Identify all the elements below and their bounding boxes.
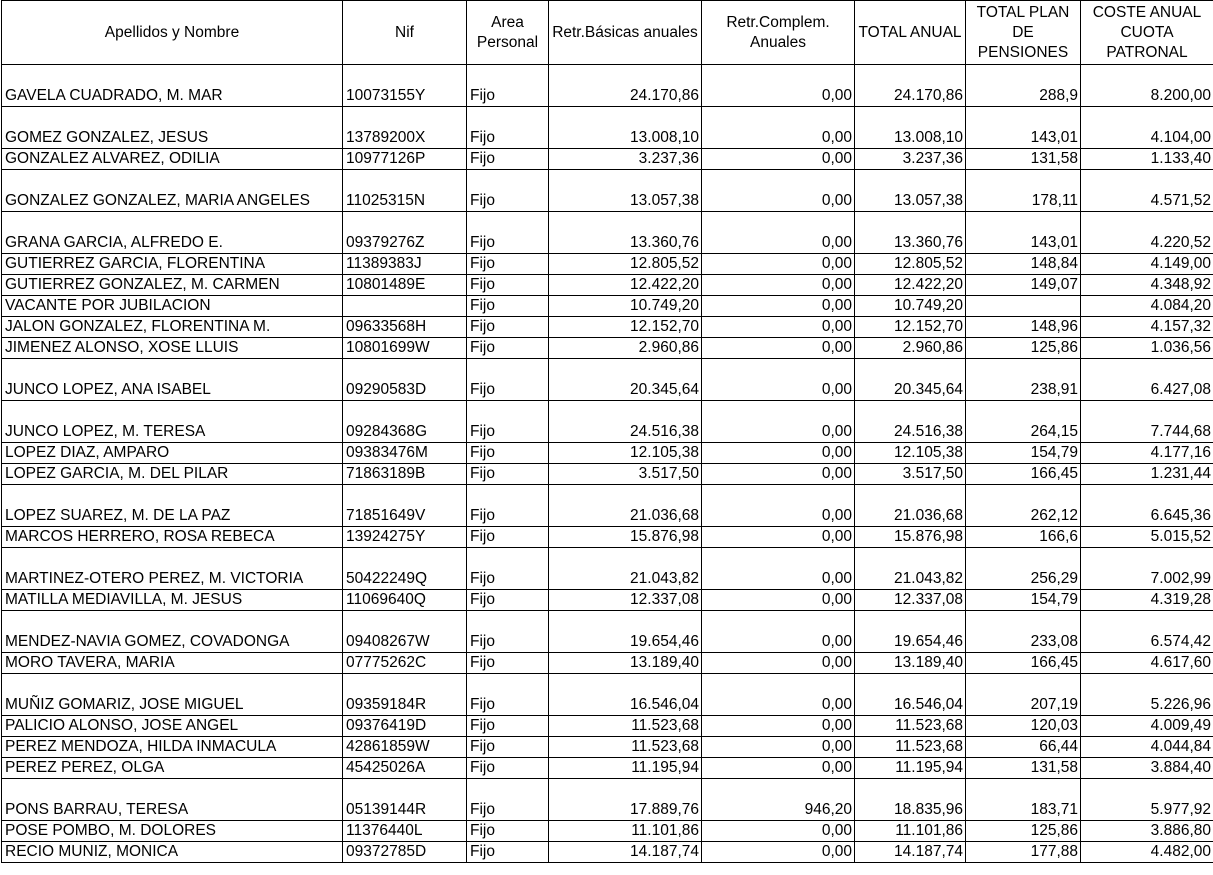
table-row: [2, 758, 1213, 779]
cell-name: LOPEZ GARCIA, M. DEL PILAR: [2, 464, 343, 485]
cell-basicas: 13.057,38: [549, 170, 702, 212]
table-row: [2, 716, 1213, 737]
cell-basicas: 13.360,76: [549, 212, 702, 254]
cell-complem: 0,00: [702, 842, 855, 863]
cell-basicas: 11.523,68: [549, 716, 702, 737]
cell-area: Fijo: [467, 737, 549, 758]
cell-nif: 10073155Y: [343, 65, 467, 107]
cell-name: PONS BARRAU, TERESA: [2, 779, 343, 821]
cell-coste: 4.617,60: [1081, 653, 1213, 674]
cell-pensiones: 143,01: [966, 212, 1081, 254]
table-row: [2, 737, 1213, 758]
cell-basicas: 24.516,38: [549, 401, 702, 443]
cell-total: 16.546,04: [855, 674, 966, 716]
cell-basicas: 12.152,70: [549, 317, 702, 338]
cell-nif: 45425026A: [343, 758, 467, 779]
cell-complem: 0,00: [702, 296, 855, 317]
cell-total: 11.523,68: [855, 737, 966, 758]
cell-name: POSE POMBO, M. DOLORES: [2, 821, 343, 842]
cell-nif: 13924275Y: [343, 527, 467, 548]
cell-nif: 11025315N: [343, 170, 467, 212]
table-row: [2, 212, 1213, 254]
cell-area: Fijo: [467, 590, 549, 611]
cell-basicas: 13.008,10: [549, 107, 702, 149]
cell-name: GUTIERREZ GONZALEZ, M. CARMEN: [2, 275, 343, 296]
cell-nif: 11389383J: [343, 254, 467, 275]
cell-complem: 0,00: [702, 527, 855, 548]
cell-name: GONZALEZ GONZALEZ, MARIA ANGELES: [2, 170, 343, 212]
table-row: [2, 485, 1213, 527]
cell-nif: 10801489E: [343, 275, 467, 296]
cell-complem: 0,00: [702, 548, 855, 590]
cell-pensiones: 264,15: [966, 401, 1081, 443]
cell-complem: 0,00: [702, 821, 855, 842]
cell-pensiones: 262,12: [966, 485, 1081, 527]
cell-coste: 4.104,00: [1081, 107, 1213, 149]
cell-coste: 1.036,56: [1081, 338, 1213, 359]
cell-total: 11.195,94: [855, 758, 966, 779]
cell-name: MORO TAVERA, MARIA: [2, 653, 343, 674]
cell-pensiones: 166,6: [966, 527, 1081, 548]
cell-nif: 09359184R: [343, 674, 467, 716]
cell-pensiones: 207,19: [966, 674, 1081, 716]
cell-complem: 0,00: [702, 653, 855, 674]
cell-basicas: 21.043,82: [549, 548, 702, 590]
cell-basicas: 12.337,08: [549, 590, 702, 611]
table-row: [2, 842, 1213, 863]
cell-basicas: 12.105,38: [549, 443, 702, 464]
cell-complem: 0,00: [702, 401, 855, 443]
cell-complem: 0,00: [702, 674, 855, 716]
cell-name: RECIO MUNIZ, MONICA: [2, 842, 343, 863]
cell-complem: 0,00: [702, 716, 855, 737]
cell-total: 21.036,68: [855, 485, 966, 527]
cell-total: 24.516,38: [855, 401, 966, 443]
cell-coste: 5.015,52: [1081, 527, 1213, 548]
cell-name: MATILLA MEDIAVILLA, M. JESUS: [2, 590, 343, 611]
personnel-cost-table: [1, 0, 1213, 863]
cell-area: Fijo: [467, 296, 549, 317]
cell-coste: 1.231,44: [1081, 464, 1213, 485]
cell-nif: [343, 296, 467, 317]
cell-name: JALON GONZALEZ, FLORENTINA M.: [2, 317, 343, 338]
cell-coste: 4.319,28: [1081, 590, 1213, 611]
table-row: [2, 821, 1213, 842]
cell-coste: 6.645,36: [1081, 485, 1213, 527]
table-row: [2, 527, 1213, 548]
cell-nif: 09408267W: [343, 611, 467, 653]
table-row: [2, 443, 1213, 464]
cell-total: 14.187,74: [855, 842, 966, 863]
cell-complem: 0,00: [702, 464, 855, 485]
cell-name: JUNCO LOPEZ, ANA ISABEL: [2, 359, 343, 401]
cell-basicas: 11.101,86: [549, 821, 702, 842]
cell-nif: 09383476M: [343, 443, 467, 464]
cell-nif: 10977126P: [343, 149, 467, 170]
cell-complem: 0,00: [702, 107, 855, 149]
cell-total: 12.805,52: [855, 254, 966, 275]
cell-nif: 42861859W: [343, 737, 467, 758]
cell-basicas: 16.546,04: [549, 674, 702, 716]
cell-area: Fijo: [467, 149, 549, 170]
cell-name: LOPEZ SUAREZ, M. DE LA PAZ: [2, 485, 343, 527]
cell-pensiones: 125,86: [966, 338, 1081, 359]
cell-complem: 0,00: [702, 275, 855, 296]
cell-pensiones: 143,01: [966, 107, 1081, 149]
cell-area: Fijo: [467, 464, 549, 485]
cell-area: Fijo: [467, 674, 549, 716]
cell-pensiones: 154,79: [966, 443, 1081, 464]
cell-basicas: 21.036,68: [549, 485, 702, 527]
table-row: [2, 65, 1213, 107]
table-row: [2, 464, 1213, 485]
cell-name: JIMENEZ ALONSO, XOSE LLUIS: [2, 338, 343, 359]
cell-area: Fijo: [467, 275, 549, 296]
cell-basicas: 12.422,20: [549, 275, 702, 296]
cell-pensiones: 178,11: [966, 170, 1081, 212]
cell-nif: 09290583D: [343, 359, 467, 401]
table-row: [2, 317, 1213, 338]
cell-coste: 1.133,40: [1081, 149, 1213, 170]
table-row: [2, 401, 1213, 443]
cell-pensiones: 66,44: [966, 737, 1081, 758]
cell-basicas: 19.654,46: [549, 611, 702, 653]
cell-basicas: 2.960,86: [549, 338, 702, 359]
table-row: [2, 590, 1213, 611]
cell-nif: 09379276Z: [343, 212, 467, 254]
cell-total: 13.360,76: [855, 212, 966, 254]
cell-coste: 6.574,42: [1081, 611, 1213, 653]
cell-nif: 71863189B: [343, 464, 467, 485]
cell-nif: 09376419D: [343, 716, 467, 737]
cell-complem: 0,00: [702, 443, 855, 464]
cell-area: Fijo: [467, 716, 549, 737]
cell-area: Fijo: [467, 611, 549, 653]
table-header-row: [2, 1, 1213, 65]
cell-basicas: 15.876,98: [549, 527, 702, 548]
cell-pensiones: 120,03: [966, 716, 1081, 737]
cell-basicas: 10.749,20: [549, 296, 702, 317]
cell-area: Fijo: [467, 653, 549, 674]
cell-pensiones: 233,08: [966, 611, 1081, 653]
cell-total: 12.337,08: [855, 590, 966, 611]
cell-name: GRANA GARCIA, ALFREDO E.: [2, 212, 343, 254]
table-row: [2, 674, 1213, 716]
cell-coste: 4.157,32: [1081, 317, 1213, 338]
cell-name: GUTIERREZ GARCIA, FLORENTINA: [2, 254, 343, 275]
table-row: [2, 338, 1213, 359]
header-pensiones: TOTAL PLAN DE PENSIONES: [966, 1, 1081, 65]
cell-name: MARTINEZ-OTERO PEREZ, M. VICTORIA: [2, 548, 343, 590]
header-nif: Nif: [343, 1, 467, 65]
cell-pensiones: 288,9: [966, 65, 1081, 107]
cell-area: Fijo: [467, 338, 549, 359]
cell-complem: 0,00: [702, 737, 855, 758]
cell-basicas: 24.170,86: [549, 65, 702, 107]
table-row: [2, 296, 1213, 317]
cell-total: 21.043,82: [855, 548, 966, 590]
cell-pensiones: 125,86: [966, 821, 1081, 842]
cell-pensiones: 148,84: [966, 254, 1081, 275]
cell-area: Fijo: [467, 842, 549, 863]
cell-name: VACANTE POR JUBILACION: [2, 296, 343, 317]
cell-basicas: 20.345,64: [549, 359, 702, 401]
table-row: [2, 779, 1213, 821]
cell-area: Fijo: [467, 443, 549, 464]
cell-basicas: 3.517,50: [549, 464, 702, 485]
cell-area: Fijo: [467, 317, 549, 338]
cell-coste: 4.348,92: [1081, 275, 1213, 296]
cell-coste: 4.220,52: [1081, 212, 1213, 254]
table-row: [2, 611, 1213, 653]
cell-coste: 4.044,84: [1081, 737, 1213, 758]
cell-name: GAVELA CUADRADO, M. MAR: [2, 65, 343, 107]
cell-total: 24.170,86: [855, 65, 966, 107]
cell-complem: 0,00: [702, 254, 855, 275]
cell-pensiones: 183,71: [966, 779, 1081, 821]
cell-total: 13.189,40: [855, 653, 966, 674]
cell-complem: 0,00: [702, 338, 855, 359]
cell-name: GONZALEZ ALVAREZ, ODILIA: [2, 149, 343, 170]
cell-total: 15.876,98: [855, 527, 966, 548]
cell-coste: 4.177,16: [1081, 443, 1213, 464]
cell-nif: 09633568H: [343, 317, 467, 338]
header-total: TOTAL ANUAL: [855, 1, 966, 65]
cell-area: Fijo: [467, 65, 549, 107]
table-row: [2, 653, 1213, 674]
cell-pensiones: 131,58: [966, 149, 1081, 170]
cell-nif: 07775262C: [343, 653, 467, 674]
cell-total: 11.101,86: [855, 821, 966, 842]
cell-total: 11.523,68: [855, 716, 966, 737]
cell-pensiones: [966, 296, 1081, 317]
cell-complem: 0,00: [702, 485, 855, 527]
cell-pensiones: 166,45: [966, 464, 1081, 485]
cell-coste: 5.977,92: [1081, 779, 1213, 821]
cell-total: 10.749,20: [855, 296, 966, 317]
cell-total: 19.654,46: [855, 611, 966, 653]
cell-area: Fijo: [467, 485, 549, 527]
cell-area: Fijo: [467, 758, 549, 779]
cell-coste: 5.226,96: [1081, 674, 1213, 716]
table-body: [2, 65, 1213, 863]
cell-complem: 946,20: [702, 779, 855, 821]
cell-nif: 11069640Q: [343, 590, 467, 611]
cell-area: Fijo: [467, 212, 549, 254]
cell-coste: 4.482,00: [1081, 842, 1213, 863]
table-row: [2, 254, 1213, 275]
cell-basicas: 11.195,94: [549, 758, 702, 779]
cell-coste: 7.744,68: [1081, 401, 1213, 443]
cell-nif: 05139144R: [343, 779, 467, 821]
cell-nif: 71851649V: [343, 485, 467, 527]
cell-name: PEREZ MENDOZA, HILDA INMACULA: [2, 737, 343, 758]
cell-pensiones: 166,45: [966, 653, 1081, 674]
cell-pensiones: 154,79: [966, 590, 1081, 611]
cell-name: MUÑIZ GOMARIZ, JOSE MIGUEL: [2, 674, 343, 716]
cell-complem: 0,00: [702, 212, 855, 254]
cell-area: Fijo: [467, 107, 549, 149]
cell-total: 13.057,38: [855, 170, 966, 212]
table-row: [2, 548, 1213, 590]
cell-pensiones: 177,88: [966, 842, 1081, 863]
cell-basicas: 13.189,40: [549, 653, 702, 674]
header-complem: Retr.Complem. Anuales: [702, 1, 855, 65]
cell-total: 12.105,38: [855, 443, 966, 464]
cell-nif: 10801699W: [343, 338, 467, 359]
cell-basicas: 3.237,36: [549, 149, 702, 170]
cell-pensiones: 131,58: [966, 758, 1081, 779]
cell-area: Fijo: [467, 779, 549, 821]
cell-name: JUNCO LOPEZ, M. TERESA: [2, 401, 343, 443]
cell-pensiones: 256,29: [966, 548, 1081, 590]
table-row: [2, 275, 1213, 296]
header-coste: COSTE ANUAL CUOTA PATRONAL: [1081, 1, 1213, 65]
cell-nif: 09284368G: [343, 401, 467, 443]
cell-complem: 0,00: [702, 170, 855, 212]
cell-complem: 0,00: [702, 149, 855, 170]
cell-nif: 11376440L: [343, 821, 467, 842]
table-row: [2, 149, 1213, 170]
cell-pensiones: 238,91: [966, 359, 1081, 401]
cell-total: 3.237,36: [855, 149, 966, 170]
cell-coste: 4.571,52: [1081, 170, 1213, 212]
cell-nif: 50422249Q: [343, 548, 467, 590]
cell-area: Fijo: [467, 254, 549, 275]
cell-name: GOMEZ GONZALEZ, JESUS: [2, 107, 343, 149]
cell-coste: 8.200,00: [1081, 65, 1213, 107]
cell-area: Fijo: [467, 359, 549, 401]
cell-name: PEREZ PEREZ, OLGA: [2, 758, 343, 779]
cell-complem: 0,00: [702, 611, 855, 653]
cell-name: MENDEZ-NAVIA GOMEZ, COVADONGA: [2, 611, 343, 653]
table-row: [2, 107, 1213, 149]
cell-name: LOPEZ DIAZ, AMPARO: [2, 443, 343, 464]
header-name: Apellidos y Nombre: [2, 1, 343, 65]
cell-coste: 4.149,00: [1081, 254, 1213, 275]
cell-area: Fijo: [467, 170, 549, 212]
cell-complem: 0,00: [702, 359, 855, 401]
header-basicas: Retr.Básicas anuales: [549, 1, 702, 65]
cell-total: 3.517,50: [855, 464, 966, 485]
cell-basicas: 12.805,52: [549, 254, 702, 275]
cell-name: PALICIO ALONSO, JOSE ANGEL: [2, 716, 343, 737]
cell-area: Fijo: [467, 527, 549, 548]
cell-basicas: 17.889,76: [549, 779, 702, 821]
cell-total: 12.152,70: [855, 317, 966, 338]
cell-coste: 4.084,20: [1081, 296, 1213, 317]
cell-coste: 6.427,08: [1081, 359, 1213, 401]
cell-area: Fijo: [467, 548, 549, 590]
cell-coste: 3.886,80: [1081, 821, 1213, 842]
cell-total: 12.422,20: [855, 275, 966, 296]
cell-coste: 3.884,40: [1081, 758, 1213, 779]
table-row: [2, 170, 1213, 212]
cell-coste: 7.002,99: [1081, 548, 1213, 590]
cell-coste: 4.009,49: [1081, 716, 1213, 737]
cell-complem: 0,00: [702, 317, 855, 338]
cell-pensiones: 149,07: [966, 275, 1081, 296]
cell-nif: 09372785D: [343, 842, 467, 863]
cell-area: Fijo: [467, 821, 549, 842]
cell-total: 20.345,64: [855, 359, 966, 401]
cell-complem: 0,00: [702, 65, 855, 107]
cell-nif: 13789200X: [343, 107, 467, 149]
cell-complem: 0,00: [702, 758, 855, 779]
cell-basicas: 14.187,74: [549, 842, 702, 863]
cell-complem: 0,00: [702, 590, 855, 611]
cell-name: MARCOS HERRERO, ROSA REBECA: [2, 527, 343, 548]
header-area: Area Personal: [467, 1, 549, 65]
cell-area: Fijo: [467, 401, 549, 443]
cell-total: 2.960,86: [855, 338, 966, 359]
cell-total: 13.008,10: [855, 107, 966, 149]
cell-basicas: 11.523,68: [549, 737, 702, 758]
cell-pensiones: 148,96: [966, 317, 1081, 338]
table-row: [2, 359, 1213, 401]
cell-total: 18.835,96: [855, 779, 966, 821]
